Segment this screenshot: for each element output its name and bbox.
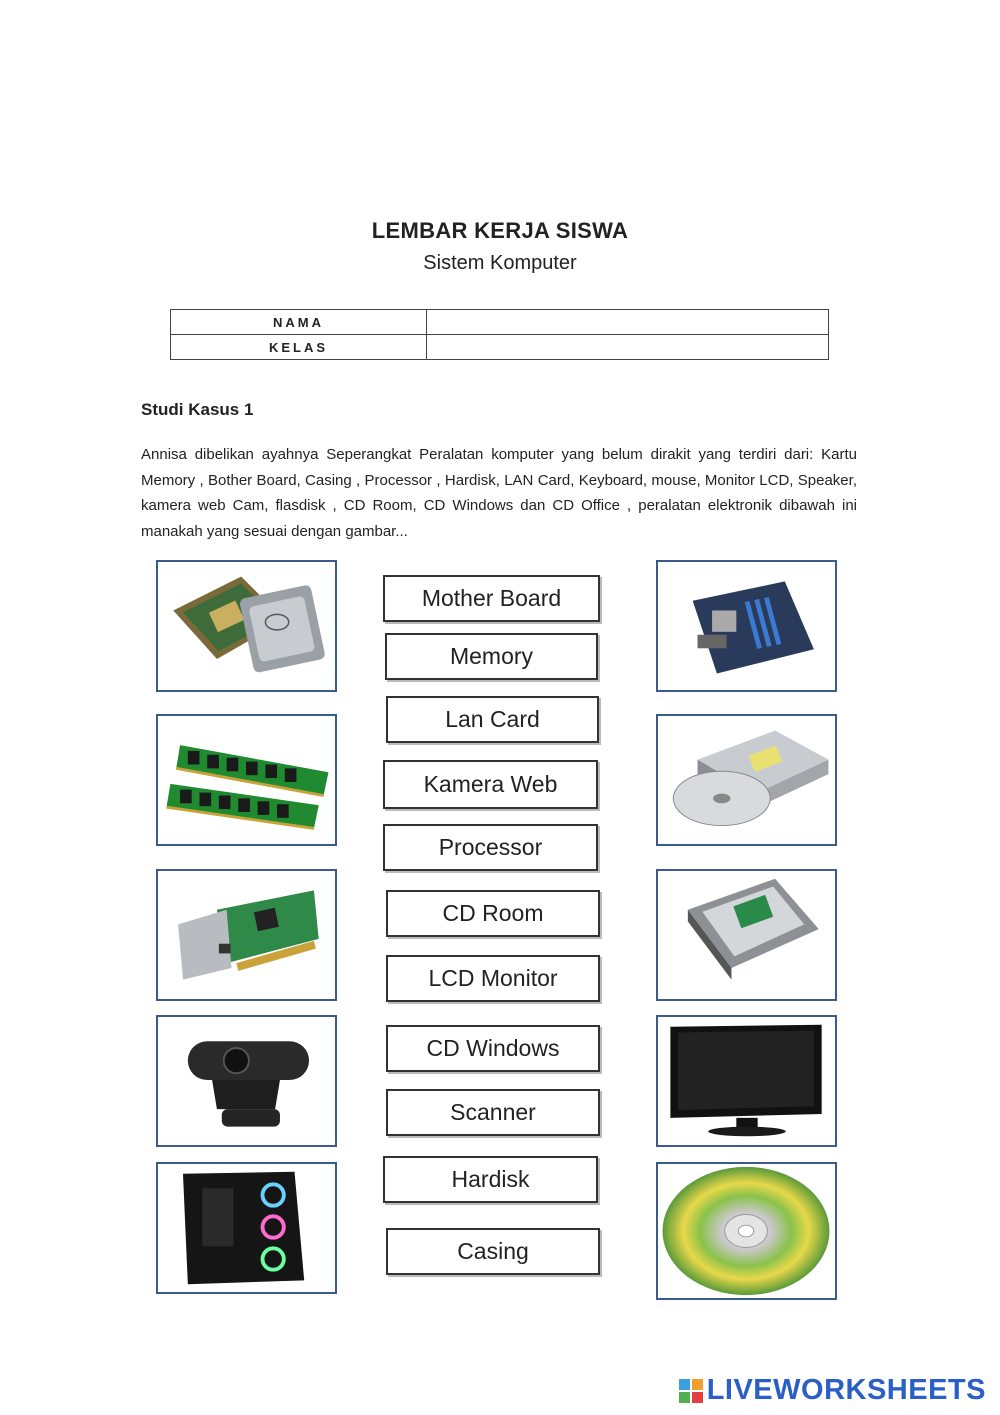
label-lan-card[interactable]: Lan Card: [386, 696, 599, 743]
lcd-monitor-image: [656, 1015, 837, 1147]
case-study-text: Annisa dibelikan ayahnya Seperangkat Peralatan komputer yang belum dirakit yang terdiri dari: Kartu Memory , Bother Board, Casing , Processor , Hardisk, LAN Card, Keyboard, mouse, Monitor LCD, Speaker, kamera web Cam, flasdisk , CD Room, CD Windows dan CD Office , peralatan elektronik dibawah ini manakah yang sesuai dengan gambar...: [141, 446, 857, 540]
liveworksheets-logo-icon: [679, 1379, 703, 1403]
label-casing[interactable]: Casing: [386, 1228, 600, 1275]
label-scanner[interactable]: Scanner: [386, 1089, 600, 1136]
case-study-title: Studi Kasus 1: [141, 400, 254, 419]
class-field[interactable]: [427, 335, 829, 360]
class-label: KELAS: [171, 335, 427, 360]
cd-rom-drive-image: [656, 714, 837, 846]
label-processor[interactable]: Processor: [383, 824, 598, 871]
motherboard-image: [656, 560, 837, 692]
label-lcd-monitor[interactable]: LCD Monitor: [386, 955, 600, 1002]
memory-ram-image: [156, 714, 337, 846]
name-label: NAMA: [171, 310, 427, 335]
label-memory[interactable]: Memory: [385, 633, 598, 680]
cd-disc-image: [656, 1162, 837, 1300]
computer-case-image: [156, 1162, 337, 1294]
page-subtitle: Sistem Komputer: [423, 252, 577, 274]
label-cd-windows[interactable]: CD Windows: [386, 1025, 600, 1072]
label-kamera-web[interactable]: Kamera Web: [383, 760, 598, 809]
label-mother-board[interactable]: Mother Board: [383, 575, 600, 622]
webcam-image: [156, 1015, 337, 1147]
label-cd-room[interactable]: CD Room: [386, 890, 600, 937]
page-title: LEMBAR KERJA SISWA: [371, 218, 629, 243]
brand-name: LIVEWORKSHEETS: [706, 1374, 986, 1406]
liveworksheets-brand: [679, 1374, 986, 1407]
label-hardisk[interactable]: Hardisk: [383, 1156, 598, 1203]
student-info-table: [170, 309, 829, 360]
name-field[interactable]: [427, 310, 829, 335]
hard-disk-image: [656, 869, 837, 1001]
lan-card-image: [156, 869, 337, 1001]
processor-image: [156, 560, 337, 692]
